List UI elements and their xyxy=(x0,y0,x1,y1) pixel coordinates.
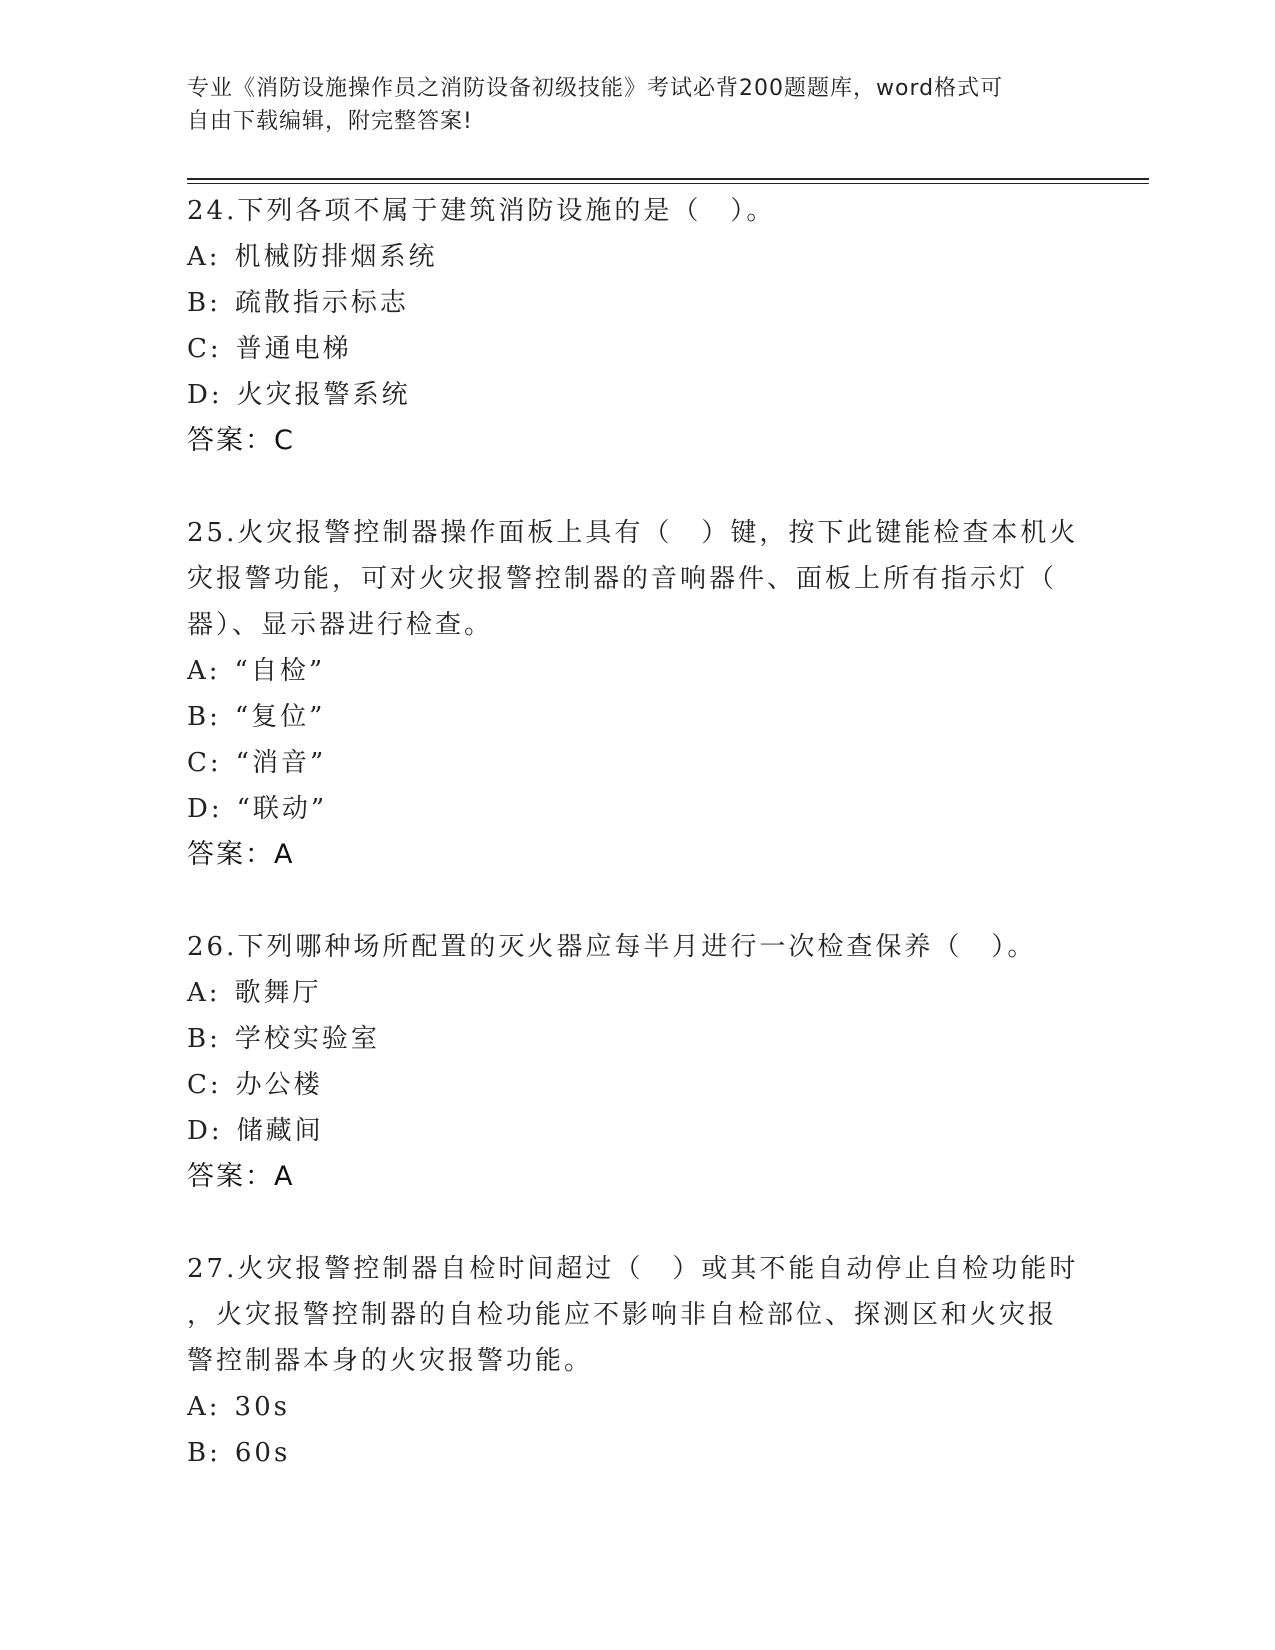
option-separator: : xyxy=(209,1024,221,1054)
option-text: 机械防排烟系统 xyxy=(234,242,438,272)
question-text: 25.火灾报警控制器操作面板上具有（ ）键，按下此键能检查本机火 xyxy=(187,518,1079,548)
option-letter: B xyxy=(187,702,210,732)
option-letter: B xyxy=(187,1438,210,1468)
answer-line: 答案：A xyxy=(187,1161,295,1192)
question-text: 灾报警功能，可对火灾报警控制器的音响器件、面板上所有指示灯（ xyxy=(187,564,1058,594)
option-text: “联动” xyxy=(236,794,328,824)
question-text: 器）、显示器进行检查。 xyxy=(187,610,494,640)
option-separator: : xyxy=(209,748,222,778)
question-26 xyxy=(187,924,1107,1200)
option-separator: : xyxy=(210,794,223,824)
option-letter: A xyxy=(187,978,209,1008)
question-24 xyxy=(187,188,1107,464)
option-c xyxy=(187,740,1107,786)
question-27 xyxy=(187,1246,1107,1476)
option-letter: D xyxy=(187,1116,211,1146)
option-separator: : xyxy=(208,978,221,1008)
option-b xyxy=(187,280,1107,326)
question-text: 24.下列各项不属于建筑消防设施的是（ ）。 xyxy=(187,196,776,226)
option-c xyxy=(187,1062,1107,1108)
option-a xyxy=(187,1384,1107,1430)
option-text: 储藏间 xyxy=(236,1116,324,1146)
option-letter: A xyxy=(187,242,209,272)
option-text: 30s xyxy=(234,1392,290,1422)
option-letter: B xyxy=(187,288,210,318)
question-25 xyxy=(187,510,1107,878)
question-text: ，火灾报警控制器的自检功能应不影响非自检部位、探测区和火灾报 xyxy=(187,1300,1058,1330)
option-text: 60s xyxy=(234,1438,291,1468)
question-text: 警控制器本身的火灾报警功能。 xyxy=(187,1346,594,1376)
option-text: 学校实验室 xyxy=(234,1024,380,1054)
option-separator: : xyxy=(208,656,221,686)
option-separator: : xyxy=(210,380,223,410)
option-text: 火灾报警系统 xyxy=(236,380,411,410)
option-text: 疏散指示标志 xyxy=(234,288,409,318)
option-text: 普通电梯 xyxy=(235,334,352,364)
option-letter: A xyxy=(187,656,209,686)
header-line-1: 专业《消防设施操作员之消防设备初级技能》考试必背200题题库，word格式可 xyxy=(187,76,1004,101)
option-b xyxy=(187,694,1107,740)
answer-line: 答案：C xyxy=(187,425,295,456)
option-letter: B xyxy=(187,1024,210,1054)
option-letter: C xyxy=(187,334,210,364)
option-a xyxy=(187,970,1107,1016)
option-separator: : xyxy=(209,334,222,364)
option-separator: : xyxy=(209,1070,222,1100)
option-b xyxy=(187,1430,1107,1476)
option-separator: : xyxy=(210,1116,223,1146)
option-letter: C xyxy=(187,1070,210,1100)
option-separator: : xyxy=(209,1438,221,1468)
option-d xyxy=(187,786,1107,832)
option-separator: : xyxy=(209,288,221,318)
option-separator: : xyxy=(209,702,221,732)
question-text: 26.下列哪种场所配置的灭火器应每半月进行一次检查保养（ ）。 xyxy=(187,932,1037,962)
option-a xyxy=(187,234,1107,280)
option-letter: D xyxy=(187,794,211,824)
option-separator: : xyxy=(208,1392,221,1422)
option-a xyxy=(187,648,1107,694)
option-c xyxy=(187,326,1107,372)
option-text: 办公楼 xyxy=(235,1070,323,1100)
option-letter: A xyxy=(187,1392,209,1422)
option-text: “消音” xyxy=(235,748,327,778)
option-separator: : xyxy=(208,242,221,272)
document-header xyxy=(187,72,1087,138)
option-text: “自检” xyxy=(234,656,326,686)
option-d xyxy=(187,372,1107,418)
option-text: 歌舞厅 xyxy=(234,978,322,1008)
header-line-2: 自由下载编辑，附完整答案! xyxy=(187,109,473,134)
option-d xyxy=(187,1108,1107,1154)
question-text: 27.火灾报警控制器自检时间超过（ ）或其不能自动停止自检功能时 xyxy=(187,1254,1079,1284)
option-letter: C xyxy=(187,748,210,778)
question-list xyxy=(187,188,1107,1522)
header-divider-thick xyxy=(187,178,1149,180)
answer-line: 答案：A xyxy=(187,839,295,870)
header-divider-thin xyxy=(187,183,1149,184)
option-text: “复位” xyxy=(234,702,326,732)
option-b xyxy=(187,1016,1107,1062)
option-letter: D xyxy=(187,380,211,410)
